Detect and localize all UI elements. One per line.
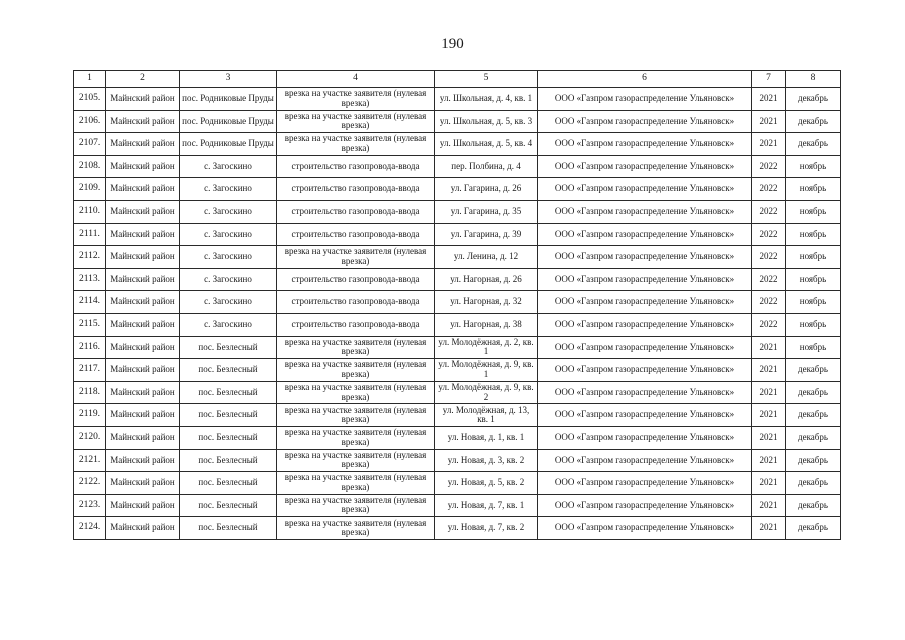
year-cell: 2021 xyxy=(752,381,786,404)
year-cell: 2022 xyxy=(752,223,786,246)
address-cell: ул. Новая, д. 1, кв. 1 xyxy=(435,426,538,449)
column-header-1: 1 xyxy=(74,71,106,88)
table-row xyxy=(74,291,841,314)
row-number: 2105. xyxy=(74,88,106,111)
settlement-cell: пос. Родниковые Пруды xyxy=(180,88,277,111)
address-cell: ул. Нагорная, д. 38 xyxy=(435,313,538,336)
address-cell: ул. Молодёжная, д. 9, кв. 1 xyxy=(435,359,538,382)
organization-cell: ООО «Газпром газораспределение Ульяновск» xyxy=(538,381,752,404)
row-number: 2110. xyxy=(74,200,106,223)
settlement-cell: пос. Родниковые Пруды xyxy=(180,110,277,133)
year-cell: 2021 xyxy=(752,517,786,540)
row-number: 2112. xyxy=(74,246,106,269)
address-cell: ул. Новая, д. 5, кв. 2 xyxy=(435,472,538,495)
settlement-cell: с. Загоскино xyxy=(180,246,277,269)
year-cell: 2021 xyxy=(752,336,786,359)
work-type-cell: врезка на участке заявителя (нулевая врезка) xyxy=(277,359,435,382)
column-header-8: 8 xyxy=(786,71,841,88)
district-cell: Майнский район xyxy=(106,517,180,540)
organization-cell: ООО «Газпром газораспределение Ульяновск» xyxy=(538,155,752,178)
table-row xyxy=(74,336,841,359)
month-cell: декабрь xyxy=(786,426,841,449)
work-type-cell: врезка на участке заявителя (нулевая врезка) xyxy=(277,133,435,156)
row-number: 2114. xyxy=(74,291,106,314)
district-cell: Майнский район xyxy=(106,336,180,359)
work-type-cell: врезка на участке заявителя (нулевая врезка) xyxy=(277,336,435,359)
month-cell: декабрь xyxy=(786,404,841,427)
address-cell: ул. Гагарина, д. 35 xyxy=(435,200,538,223)
month-cell: декабрь xyxy=(786,133,841,156)
table-row xyxy=(74,359,841,382)
column-header-4: 4 xyxy=(277,71,435,88)
settlement-cell: пос. Безлесный xyxy=(180,381,277,404)
settlement-cell: пос. Родниковые Пруды xyxy=(180,133,277,156)
settlement-cell: пос. Безлесный xyxy=(180,404,277,427)
work-type-cell: врезка на участке заявителя (нулевая врезка) xyxy=(277,517,435,540)
organization-cell: ООО «Газпром газораспределение Ульяновск» xyxy=(538,88,752,111)
work-type-cell: строительство газопровода-ввода xyxy=(277,291,435,314)
district-cell: Майнский район xyxy=(106,155,180,178)
district-cell: Майнский район xyxy=(106,223,180,246)
year-cell: 2022 xyxy=(752,200,786,223)
year-cell: 2021 xyxy=(752,449,786,472)
year-cell: 2021 xyxy=(752,110,786,133)
month-cell: ноябрь xyxy=(786,291,841,314)
table-row xyxy=(74,200,841,223)
month-cell: ноябрь xyxy=(786,178,841,201)
settlement-cell: с. Загоскино xyxy=(180,155,277,178)
address-cell: ул. Нагорная, д. 32 xyxy=(435,291,538,314)
work-type-cell: врезка на участке заявителя (нулевая врезка) xyxy=(277,426,435,449)
row-number: 2118. xyxy=(74,381,106,404)
month-cell: ноябрь xyxy=(786,155,841,178)
district-cell: Майнский район xyxy=(106,449,180,472)
settlement-cell: пос. Безлесный xyxy=(180,472,277,495)
work-type-cell: строительство газопровода-ввода xyxy=(277,313,435,336)
organization-cell: ООО «Газпром газораспределение Ульяновск» xyxy=(538,426,752,449)
table-row xyxy=(74,155,841,178)
year-cell: 2022 xyxy=(752,268,786,291)
month-cell: декабрь xyxy=(786,472,841,495)
district-cell: Майнский район xyxy=(106,268,180,291)
row-number: 2123. xyxy=(74,494,106,517)
organization-cell: ООО «Газпром газораспределение Ульяновск» xyxy=(538,494,752,517)
work-type-cell: врезка на участке заявителя (нулевая врезка) xyxy=(277,246,435,269)
work-type-cell: строительство газопровода-ввода xyxy=(277,178,435,201)
settlement-cell: с. Загоскино xyxy=(180,268,277,291)
address-cell: ул. Молодёжная, д. 13, кв. 1 xyxy=(435,404,538,427)
district-cell: Майнский район xyxy=(106,291,180,314)
district-cell: Майнский район xyxy=(106,494,180,517)
month-cell: ноябрь xyxy=(786,313,841,336)
table-row xyxy=(74,517,841,540)
month-cell: декабрь xyxy=(786,494,841,517)
district-cell: Майнский район xyxy=(106,110,180,133)
address-cell: ул. Нагорная, д. 26 xyxy=(435,268,538,291)
table-row xyxy=(74,381,841,404)
row-number: 2108. xyxy=(74,155,106,178)
header-row xyxy=(74,71,841,88)
row-number: 2111. xyxy=(74,223,106,246)
year-cell: 2021 xyxy=(752,88,786,111)
district-cell: Майнский район xyxy=(106,472,180,495)
row-number: 2107. xyxy=(74,133,106,156)
row-number: 2124. xyxy=(74,517,106,540)
row-number: 2116. xyxy=(74,336,106,359)
work-type-cell: врезка на участке заявителя (нулевая врезка) xyxy=(277,110,435,133)
row-number: 2109. xyxy=(74,178,106,201)
organization-cell: ООО «Газпром газораспределение Ульяновск» xyxy=(538,404,752,427)
organization-cell: ООО «Газпром газораспределение Ульяновск» xyxy=(538,200,752,223)
settlement-cell: пос. Безлесный xyxy=(180,517,277,540)
year-cell: 2022 xyxy=(752,246,786,269)
organization-cell: ООО «Газпром газораспределение Ульяновск» xyxy=(538,133,752,156)
row-number: 2121. xyxy=(74,449,106,472)
work-type-cell: врезка на участке заявителя (нулевая врезка) xyxy=(277,449,435,472)
table-row xyxy=(74,494,841,517)
address-cell: ул. Гагарина, д. 39 xyxy=(435,223,538,246)
district-cell: Майнский район xyxy=(106,178,180,201)
month-cell: декабрь xyxy=(786,110,841,133)
column-header-6: 6 xyxy=(538,71,752,88)
organization-cell: ООО «Газпром газораспределение Ульяновск» xyxy=(538,449,752,472)
table-row xyxy=(74,246,841,269)
table-header xyxy=(74,71,841,88)
year-cell: 2021 xyxy=(752,133,786,156)
year-cell: 2022 xyxy=(752,155,786,178)
table-row xyxy=(74,133,841,156)
settlement-cell: с. Загоскино xyxy=(180,178,277,201)
year-cell: 2021 xyxy=(752,426,786,449)
row-number: 2119. xyxy=(74,404,106,427)
month-cell: декабрь xyxy=(786,88,841,111)
month-cell: декабрь xyxy=(786,359,841,382)
year-cell: 2022 xyxy=(752,178,786,201)
district-cell: Майнский район xyxy=(106,404,180,427)
work-type-cell: строительство газопровода-ввода xyxy=(277,200,435,223)
row-number: 2106. xyxy=(74,110,106,133)
organization-cell: ООО «Газпром газораспределение Ульяновск» xyxy=(538,110,752,133)
district-cell: Майнский район xyxy=(106,426,180,449)
address-cell: ул. Ленина, д. 12 xyxy=(435,246,538,269)
address-cell: пер. Полбина, д. 4 xyxy=(435,155,538,178)
district-cell: Майнский район xyxy=(106,200,180,223)
year-cell: 2021 xyxy=(752,494,786,517)
column-header-7: 7 xyxy=(752,71,786,88)
settlement-cell: пос. Безлесный xyxy=(180,359,277,382)
month-cell: декабрь xyxy=(786,517,841,540)
year-cell: 2021 xyxy=(752,359,786,382)
settlement-cell: с. Загоскино xyxy=(180,223,277,246)
month-cell: ноябрь xyxy=(786,246,841,269)
address-cell: ул. Молодёжная, д. 9, кв. 2 xyxy=(435,381,538,404)
settlement-cell: с. Загоскино xyxy=(180,291,277,314)
address-cell: ул. Молодёжная, д. 2, кв. 1 xyxy=(435,336,538,359)
organization-cell: ООО «Газпром газораспределение Ульяновск» xyxy=(538,291,752,314)
column-header-2: 2 xyxy=(106,71,180,88)
organization-cell: ООО «Газпром газораспределение Ульяновск» xyxy=(538,313,752,336)
work-type-cell: врезка на участке заявителя (нулевая врезка) xyxy=(277,472,435,495)
work-type-cell: врезка на участке заявителя (нулевая врезка) xyxy=(277,88,435,111)
work-type-cell: врезка на участке заявителя (нулевая врезка) xyxy=(277,381,435,404)
table-row xyxy=(74,110,841,133)
year-cell: 2022 xyxy=(752,313,786,336)
table-row xyxy=(74,223,841,246)
district-cell: Майнский район xyxy=(106,246,180,269)
address-cell: ул. Новая, д. 7, кв. 1 xyxy=(435,494,538,517)
address-cell: ул. Школьная, д. 5, кв. 4 xyxy=(435,133,538,156)
organization-cell: ООО «Газпром газораспределение Ульяновск» xyxy=(538,517,752,540)
month-cell: ноябрь xyxy=(786,336,841,359)
organization-cell: ООО «Газпром газораспределение Ульяновск» xyxy=(538,246,752,269)
district-cell: Майнский район xyxy=(106,381,180,404)
month-cell: ноябрь xyxy=(786,223,841,246)
district-cell: Майнский район xyxy=(106,313,180,336)
row-number: 2120. xyxy=(74,426,106,449)
address-cell: ул. Школьная, д. 5, кв. 3 xyxy=(435,110,538,133)
table-row xyxy=(74,268,841,291)
year-cell: 2021 xyxy=(752,404,786,427)
settlement-cell: пос. Безлесный xyxy=(180,449,277,472)
organization-cell: ООО «Газпром газораспределение Ульяновск» xyxy=(538,178,752,201)
column-header-5: 5 xyxy=(435,71,538,88)
table-row xyxy=(74,313,841,336)
gas-connection-table xyxy=(73,70,841,540)
district-cell: Майнский район xyxy=(106,133,180,156)
row-number: 2113. xyxy=(74,268,106,291)
organization-cell: ООО «Газпром газораспределение Ульяновск» xyxy=(538,472,752,495)
district-cell: Майнский район xyxy=(106,359,180,382)
column-header-3: 3 xyxy=(180,71,277,88)
table-row xyxy=(74,449,841,472)
settlement-cell: пос. Безлесный xyxy=(180,336,277,359)
table-row xyxy=(74,178,841,201)
work-type-cell: строительство газопровода-ввода xyxy=(277,268,435,291)
row-number: 2122. xyxy=(74,472,106,495)
organization-cell: ООО «Газпром газораспределение Ульяновск» xyxy=(538,336,752,359)
address-cell: ул. Школьная, д. 4, кв. 1 xyxy=(435,88,538,111)
table-row xyxy=(74,88,841,111)
month-cell: ноябрь xyxy=(786,268,841,291)
month-cell: декабрь xyxy=(786,449,841,472)
work-type-cell: врезка на участке заявителя (нулевая врезка) xyxy=(277,494,435,517)
settlement-cell: пос. Безлесный xyxy=(180,494,277,517)
month-cell: декабрь xyxy=(786,381,841,404)
organization-cell: ООО «Газпром газораспределение Ульяновск» xyxy=(538,359,752,382)
organization-cell: ООО «Газпром газораспределение Ульяновск» xyxy=(538,223,752,246)
row-number: 2117. xyxy=(74,359,106,382)
settlement-cell: с. Загоскино xyxy=(180,200,277,223)
year-cell: 2022 xyxy=(752,291,786,314)
table-row xyxy=(74,404,841,427)
work-type-cell: врезка на участке заявителя (нулевая врезка) xyxy=(277,404,435,427)
address-cell: ул. Новая, д. 7, кв. 2 xyxy=(435,517,538,540)
organization-cell: ООО «Газпром газораспределение Ульяновск» xyxy=(538,268,752,291)
work-type-cell: строительство газопровода-ввода xyxy=(277,223,435,246)
row-number: 2115. xyxy=(74,313,106,336)
address-cell: ул. Гагарина, д. 26 xyxy=(435,178,538,201)
table-row xyxy=(74,426,841,449)
address-cell: ул. Новая, д. 3, кв. 2 xyxy=(435,449,538,472)
settlement-cell: пос. Безлесный xyxy=(180,426,277,449)
page-number: 190 xyxy=(441,36,464,52)
month-cell: ноябрь xyxy=(786,200,841,223)
work-type-cell: строительство газопровода-ввода xyxy=(277,155,435,178)
table-body xyxy=(74,88,841,540)
district-cell: Майнский район xyxy=(106,88,180,111)
table-row xyxy=(74,472,841,495)
settlement-cell: с. Загоскино xyxy=(180,313,277,336)
year-cell: 2021 xyxy=(752,472,786,495)
